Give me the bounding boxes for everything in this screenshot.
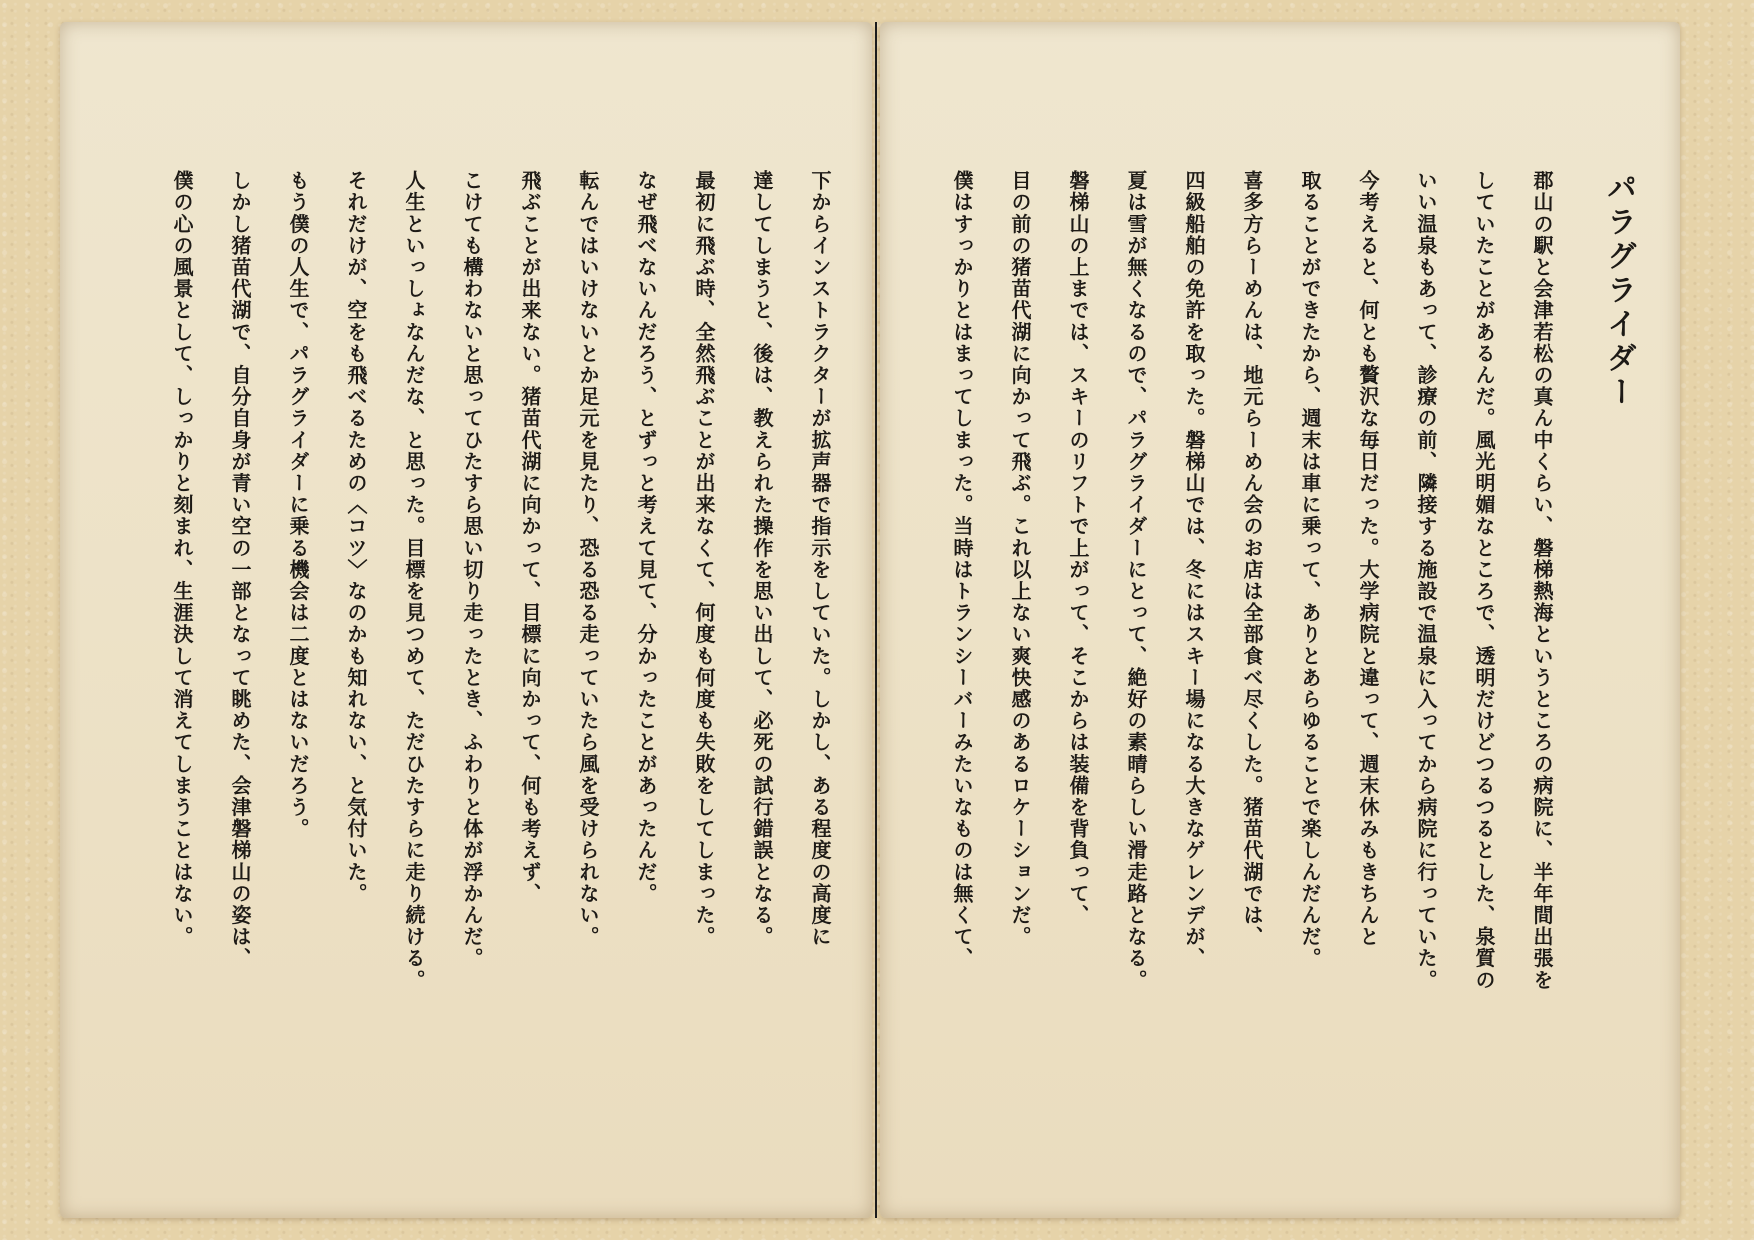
right-page [880, 22, 1680, 1218]
text-line: 磐梯山の上までは、スキーのリフトで上がって、そこからは装備を背負って、 [1066, 170, 1090, 926]
text-line: 喜多方らーめんは、地元らーめん会のお店は全部食べ尽くした。猪苗代湖では、 [1240, 170, 1264, 948]
text-line: 夏は雪が無くなるので、パラグライダーにとって、絶好の素晴らしい滑走路となる。 [1124, 170, 1148, 991]
text-line: 下からインストラクターが拡声器で指示をしていた。しかし、ある程度の高度に [808, 170, 832, 948]
text-line: しかし猪苗代湖で、自分自身が青い空の一部となって眺めた、会津磐梯山の姿は、 [228, 170, 252, 970]
text-line: 目の前の猪苗代湖に向かって飛ぶ。これ以上ない爽快感のあるロケーションだ。 [1008, 170, 1032, 948]
text-line: 僕の心の風景として、しっかりと刻まれ、生涯決して消えてしまうことはない。 [170, 170, 194, 948]
text-line: 転んではいけないとか足元を見たり、恐る恐る走っていたら風を受けられない。 [576, 170, 600, 948]
essay-title: パラグライダー [1601, 172, 1636, 410]
text-line: 四級船舶の免許を取った。磐梯山では、冬にはスキー場になる大きなゲレンデが、 [1182, 170, 1206, 970]
text-line: 人生といっしょなんだな、と思った。目標を見つめて、ただひたすらに走り続ける。 [402, 170, 426, 991]
text-line: 飛ぶことが出来ない。猪苗代湖に向かって、目標に向かって、何も考えず、 [518, 170, 542, 905]
text-line: なぜ飛べないんだろう、とずっと考えて見て、分かったことがあったんだ。 [634, 170, 658, 905]
text-line: 今考えると、何とも贅沢な毎日だった。大学病院と違って、週末休みもきちんと [1356, 170, 1380, 948]
text-line: 達してしまうと、後は、教えられた操作を思い出して、必死の試行錯誤となる。 [750, 170, 774, 948]
book-spine [875, 22, 877, 1218]
text-line: 僕はすっかりとはまってしまった。当時はトランシーバーみたいなものは無くて、 [950, 170, 974, 970]
text-line: いい温泉もあって、診療の前、隣接する施設で温泉に入ってから病院に行っていた。 [1414, 170, 1438, 991]
text-line: それだけが、空をも飛べるための〈コツ〉なのかも知れない、と気付いた。 [344, 170, 368, 905]
text-line: 郡山の駅と会津若松の真ん中くらい、磐梯熱海というところの病院に、半年間出張を [1530, 170, 1554, 991]
text-line: もう僕の人生で、パラグライダーに乗る機会は二度とはないだろう。 [286, 170, 310, 840]
text-line: 最初に飛ぶ時、全然飛ぶことが出来なくて、何度も何度も失敗をしてしまった。 [692, 170, 716, 948]
text-line: こけても構わないと思ってひたすら思い切り走ったとき、ふわりと体が浮かんだ。 [460, 170, 484, 970]
text-line: していたことがあるんだ。風光明媚なところで、透明だけどつるつるとした、泉質の [1472, 170, 1496, 991]
text-line: 取ることができたから、週末は車に乗って、ありとあらゆることで楽しんだんだ。 [1298, 170, 1322, 970]
